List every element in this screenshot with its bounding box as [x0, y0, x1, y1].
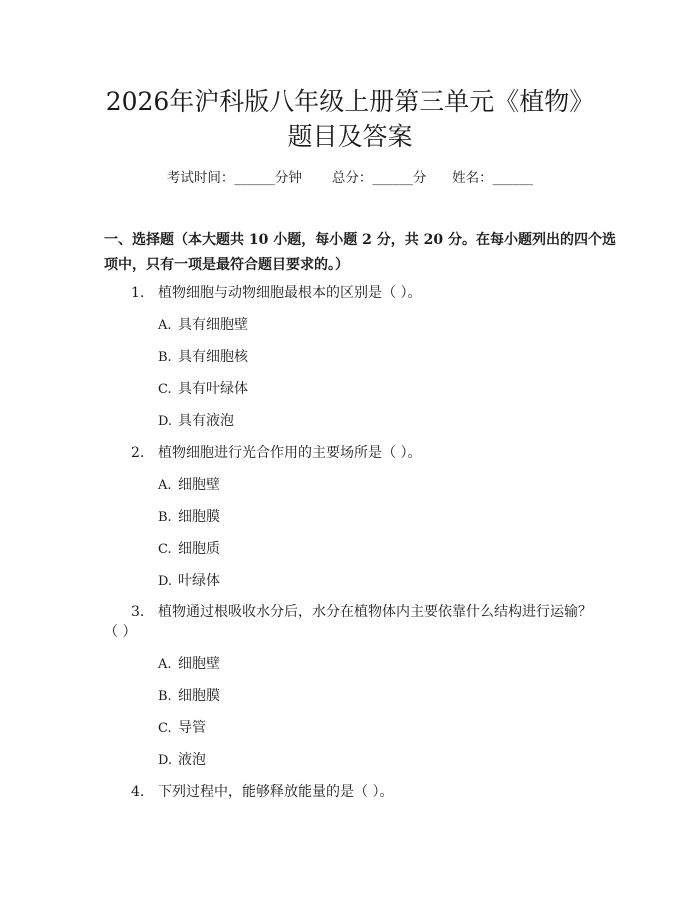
- option-text: 细胞膜: [178, 509, 220, 525]
- option-text: 导管: [178, 720, 206, 736]
- exam-info-line: [0, 168, 700, 188]
- option-letter: D.: [158, 414, 173, 429]
- option-letter: B.: [158, 689, 172, 704]
- option-letter: C.: [158, 721, 172, 736]
- option-1c: [158, 379, 248, 400]
- option-text: 具有液泡: [178, 413, 234, 429]
- option-letter: A.: [158, 318, 172, 333]
- option-text: 具有叶绿体: [178, 381, 248, 397]
- option-3a: [158, 654, 220, 675]
- score-blank: ______: [372, 170, 413, 186]
- question-number: 3.: [131, 604, 145, 620]
- option-letter: A.: [158, 478, 172, 493]
- question-4: [131, 782, 393, 802]
- option-2b: [158, 507, 220, 528]
- question-1: [131, 283, 421, 303]
- option-2a: [158, 475, 220, 496]
- option-3d: [158, 750, 206, 771]
- score-label: 总分：: [331, 170, 373, 186]
- option-letter: B.: [158, 510, 172, 525]
- document-title-line1: 2026年沪科版八年级上册第三单元《植物》: [105, 87, 595, 116]
- question-text: 植物通过根吸收水分后，水分在植物体内主要依靠什么结构进行运输？: [158, 604, 592, 620]
- section-heading-line2: 项中，只有一项是最符合题目要求的。）: [104, 257, 349, 273]
- section-heading-line1: 一、选择题（本大题共 10 小题，每小题 2 分，共 20 分。在每小题列出的四个选: [104, 232, 616, 248]
- option-letter: A.: [158, 657, 172, 672]
- option-text: 具有细胞壁: [178, 317, 248, 333]
- option-2c: [158, 539, 220, 560]
- question-3-continuation: （ ）: [104, 624, 137, 640]
- option-1d: [158, 411, 234, 432]
- option-text: 叶绿体: [178, 573, 220, 589]
- option-text: 细胞膜: [178, 688, 220, 704]
- option-3b: [158, 686, 220, 707]
- score-unit: 分: [412, 170, 427, 186]
- option-letter: D.: [158, 753, 173, 768]
- option-text: 细胞壁: [178, 656, 220, 672]
- option-letter: D.: [158, 574, 173, 589]
- option-1a: [158, 315, 248, 336]
- question-text: 下列过程中，能够释放能量的是（ ）。: [158, 784, 394, 800]
- question-number: 4.: [131, 784, 145, 800]
- question-number: 1.: [131, 285, 145, 301]
- name-label: 姓名：: [452, 170, 493, 186]
- option-text: 液泡: [178, 752, 206, 768]
- option-letter: B.: [158, 350, 172, 365]
- option-1b: [158, 347, 248, 368]
- time-blank: ______: [234, 170, 275, 186]
- option-letter: C.: [158, 382, 172, 397]
- question-2: [131, 443, 421, 463]
- question-text: 植物细胞与动物细胞最根本的区别是（ ）。: [158, 285, 422, 301]
- question-3: [131, 602, 592, 622]
- option-text: 具有细胞核: [178, 349, 248, 365]
- question-text: 植物细胞进行光合作用的主要场所是（ ）。: [158, 445, 422, 461]
- option-3c: [158, 718, 206, 739]
- name-blank: ______: [492, 170, 534, 186]
- document-title-line2: 题目及答案: [287, 122, 413, 151]
- option-text: 细胞质: [178, 541, 220, 557]
- option-letter: C.: [158, 542, 172, 557]
- option-text: 细胞壁: [178, 477, 220, 493]
- option-2d: [158, 571, 220, 592]
- time-label: 考试时间：: [166, 170, 235, 186]
- question-number: 2.: [131, 445, 145, 461]
- time-unit: 分钟: [274, 170, 302, 186]
